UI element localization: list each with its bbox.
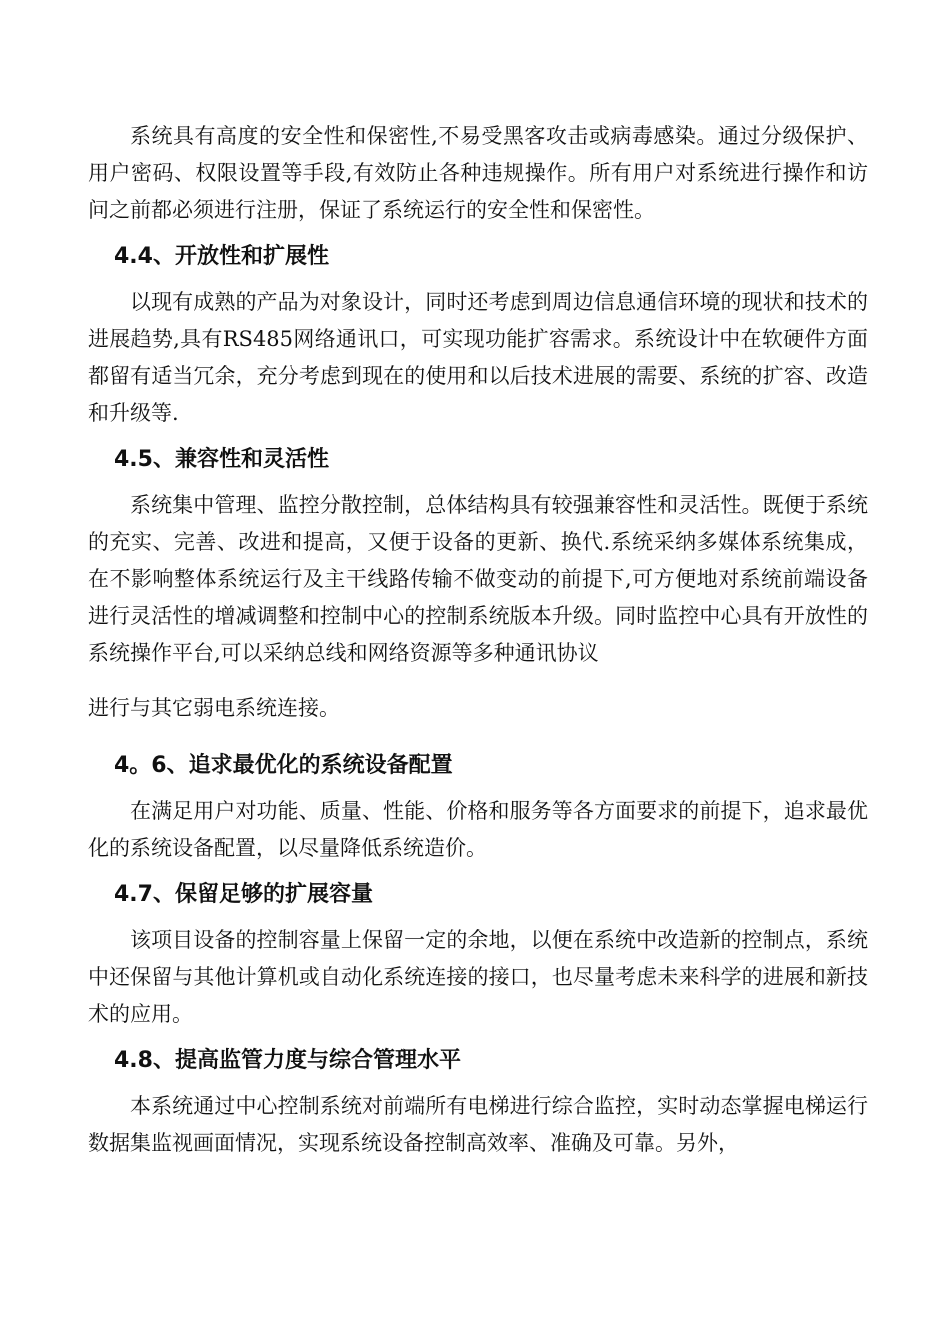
paragraph-compatibility: 系统集中管理、监控分散控制，总体结构具有较强兼容性和灵活性。既便于系统的充实、完善、改进和提高，又便于设备的更新、换代.系统采纳多媒体系统集成，在不影响整体系统运行及主干线路传输不做变动的前提下,可方便地对系统前端设备进行灵活性的增减调整和控制中心的控制系统版本升级。同时监控中心具有开放性的系统操作平台,可以采纳总线和网络资源等多种通讯协议 [88, 493, 868, 665]
section-heading-4-8: 4.8、提高监管力度与综合管理水平 [114, 1048, 461, 1073]
document-body [88, 118, 868, 1162]
paragraph-expansion-capacity: 该项目设备的控制容量上保留一定的余地，以便在系统中改造新的控制点，系统中还保留与其他计算机或自动化系统连接的接口，也尽量考虑未来科学的进展和新技术的应用。 [88, 928, 868, 1026]
paragraph-compatibility-continued: 进行与其它弱电系统连接。 [88, 696, 340, 720]
paragraph-optimization: 在满足用户对功能、质量、性能、价格和服务等各方面要求的前提下，追求最优化的系统设备配置，以尽量降低系统造价。 [88, 799, 868, 860]
section-heading-4-5: 4.5、兼容性和灵活性 [114, 447, 329, 472]
paragraph-openness: 以现有成熟的产品为对象设计，同时还考虑到周边信息通信环境的现状和技术的进展趋势,具有RS485网络通讯口，可实现功能扩容需求。系统设计中在软硬件方面都留有适当冗余，充分考虑到现在的使用和以后技术进展的需要、系统的扩容、改造和升级等. [88, 290, 868, 425]
paragraph-security: 系统具有高度的安全性和保密性,不易受黑客攻击或病毒感染。通过分级保护、用户密码、权限设置等手段,有效防止各种违规操作。所有用户对系统进行操作和访问之前都必须进行注册，保证了系统运行的安全性和保密性。 [88, 124, 868, 222]
section-heading-4-6: 4。6、追求最优化的系统设备配置 [114, 753, 453, 778]
paragraph-supervision: 本系统通过中心控制系统对前端所有电梯进行综合监控，实时动态掌握电梯运行数据集监视画面情况，实现系统设备控制高效率、准确及可靠。另外， [88, 1094, 868, 1155]
section-heading-4-4: 4.4、开放性和扩展性 [114, 244, 329, 269]
section-heading-4-7: 4.7、保留足够的扩展容量 [114, 882, 373, 907]
